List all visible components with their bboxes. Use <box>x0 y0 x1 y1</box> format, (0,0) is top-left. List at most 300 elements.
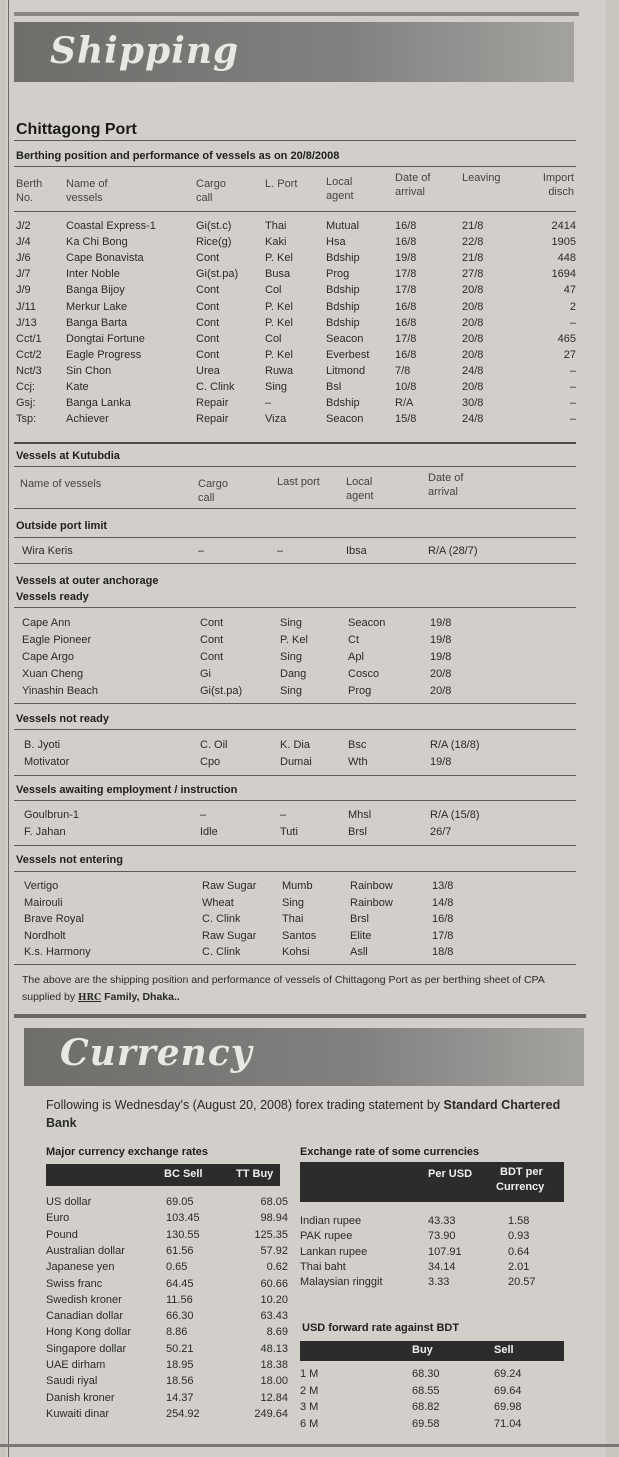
major-currency-name: Australian dollar <box>46 1244 125 1257</box>
some-bdtper: 0.64 <box>508 1245 530 1258</box>
notentering-title: Vessels not entering <box>16 854 123 866</box>
kutubdia-header-agent: Local <box>346 476 373 488</box>
rule <box>14 508 576 509</box>
berthing-cell: Achiever <box>66 413 109 426</box>
header-name: vessels <box>66 192 103 204</box>
vessel-cell: B. Jyoti <box>24 739 61 751</box>
berthing-cell: J/4 <box>16 236 31 249</box>
some-currency-name: PAK rupee <box>300 1230 353 1243</box>
vessel-cell: 13/8 <box>432 880 454 892</box>
some-header-perusd: Per USD <box>428 1168 473 1180</box>
some-bdtper: 20.57 <box>508 1276 536 1289</box>
berthing-cell: – <box>569 397 576 410</box>
berthing-cell: Nct/3 <box>16 364 42 377</box>
berthing-cell: Seacon <box>326 332 364 345</box>
berthing-cell: Merkur Lake <box>66 300 128 313</box>
major-currency-name: Kuwaiti dinar <box>46 1407 109 1420</box>
berthing-cell: Hsa <box>326 236 346 249</box>
rule <box>14 211 576 212</box>
forward-sell: 69.64 <box>494 1384 522 1397</box>
vessel-cell: – <box>277 545 284 557</box>
berthing-title: Berthing position and performance of vessels as on 20/8/2008 <box>16 150 340 162</box>
vessel-cell: 20/8 <box>430 685 452 697</box>
berthing-cell: Gi(st.c) <box>196 220 232 232</box>
forward-term: 3 M <box>300 1401 319 1414</box>
berthing-cell: 21/8 <box>462 220 484 232</box>
vessel-cell: 26/7 <box>430 826 452 838</box>
left-column-rule <box>8 0 9 1457</box>
header-arrival: arrival <box>395 186 425 198</box>
vessel-cell: Sing <box>280 617 303 629</box>
berthing-cell: Bdship <box>326 397 360 410</box>
vessel-cell: R/A (15/8) <box>430 809 480 821</box>
berthing-cell: – <box>569 316 576 329</box>
major-currency-name: UAE dirham <box>46 1359 106 1371</box>
rule <box>14 442 576 444</box>
vessel-cell: Asll <box>350 946 368 958</box>
major-currency-name: Swedish kroner <box>46 1293 122 1306</box>
major-currency-name: Pound <box>46 1228 78 1241</box>
kutubdia-header-arrival: Date of <box>428 472 464 484</box>
berthing-cell: Dongtai Fortune <box>66 332 145 345</box>
intro-text: Following is Wednesday's (August 20, 2008) forex trading statement by <box>46 1098 441 1112</box>
header-import: disch <box>548 186 574 198</box>
berthing-cell: 20/8 <box>462 348 484 361</box>
major-ttbuy: 57.92 <box>260 1244 288 1257</box>
berthing-cell: Cont <box>196 300 220 313</box>
kutubdia-header-cargo: call <box>198 492 215 504</box>
vessel-cell: Sing <box>280 651 303 663</box>
major-ttbuy: 98.94 <box>260 1212 288 1225</box>
berthing-cell: Sing <box>265 381 288 393</box>
kutubdia-header-name: Name of vessels <box>20 478 102 490</box>
berthing-cell: Cont <box>196 332 220 345</box>
berthing-cell: J/6 <box>16 252 31 265</box>
major-ttbuy: 18.38 <box>260 1359 288 1371</box>
berthing-cell: Gsj: <box>16 397 36 410</box>
major-ttbuy: 60.66 <box>260 1277 288 1290</box>
vessel-cell: – <box>280 809 287 821</box>
vessel-cell: 14/8 <box>432 896 454 909</box>
header-leaving: Leaving <box>462 172 501 184</box>
rule <box>14 607 576 608</box>
major-bcsell: 8.86 <box>166 1326 188 1339</box>
forward-term: 6 M <box>300 1417 319 1430</box>
header-berth: No. <box>16 192 34 204</box>
berthing-cell: Everbest <box>326 348 370 361</box>
some-bdtper: 2.01 <box>508 1260 530 1273</box>
major-bcsell: 103.45 <box>166 1212 200 1225</box>
note-text: The above are the shipping position and performance of vessels of Chittagong Port as per berthing sheet of CPA supplied by <box>22 974 545 1003</box>
ready-title: Vessels ready <box>16 591 89 603</box>
berthing-cell: 7/8 <box>395 364 411 377</box>
berthing-cell: Sin Chon <box>66 364 112 377</box>
major-title: Major currency exchange rates <box>46 1146 209 1158</box>
major-bcsell: 18.95 <box>166 1359 194 1371</box>
forward-term: 1 M <box>300 1368 319 1380</box>
header-import: Import <box>542 172 574 184</box>
berthing-cell: C. Clink <box>196 381 235 393</box>
berthing-cell: Prog <box>326 268 350 281</box>
vessel-cell: Yinashin Beach <box>22 685 99 697</box>
vessel-cell: 18/8 <box>432 946 454 958</box>
berthing-cell: Col <box>265 284 282 297</box>
awaiting-title: Vessels awaiting employment / instruction <box>16 784 238 796</box>
berthing-cell: 465 <box>557 332 576 345</box>
vessel-cell: Xuan Cheng <box>22 668 84 680</box>
kutubdia-header-lastport: Last port <box>277 476 320 488</box>
major-ttbuy: 0.62 <box>266 1261 288 1274</box>
berthing-cell: Coastal Express-1 <box>66 220 156 232</box>
kutubdia-header-cargo: Cargo <box>198 478 228 490</box>
berthing-cell: Banga Bijoy <box>66 284 125 297</box>
vessel-cell: Prog <box>348 685 372 697</box>
major-bcsell: 69.05 <box>166 1196 194 1208</box>
berthing-cell: J/13 <box>16 316 37 329</box>
berthing-cell: Bdship <box>326 284 360 297</box>
berthing-cell: 27/8 <box>462 268 484 281</box>
rule <box>14 871 576 872</box>
vessel-cell: Bsc <box>348 739 367 751</box>
berthing-cell: 27 <box>563 348 576 361</box>
berthing-cell: Banga Barta <box>66 316 128 329</box>
berthing-cell: Bsl <box>326 381 342 393</box>
major-currency-name: Danish kroner <box>46 1391 115 1404</box>
some-currency-name: Lankan rupee <box>300 1245 368 1258</box>
header-agent: Local <box>326 176 353 188</box>
vessel-cell: Rainbow <box>350 880 393 892</box>
vessel-cell: Wira Keris <box>22 545 73 557</box>
major-ttbuy: 8.69 <box>266 1326 288 1339</box>
vessel-cell: 19/8 <box>430 756 452 768</box>
berthing-cell: Eagle Progress <box>66 348 142 361</box>
berthing-cell: 20/8 <box>462 316 484 329</box>
major-ttbuy: 125.35 <box>254 1228 288 1241</box>
some-header-bar <box>300 1162 564 1202</box>
major-header-ttbuy: TT Buy <box>236 1168 274 1180</box>
outside-title: Outside port limit <box>16 520 108 532</box>
berthing-cell: Col <box>265 332 282 345</box>
vessel-cell: Eagle Pioneer <box>22 634 92 646</box>
currency-intro <box>46 1096 576 1132</box>
forward-term: 2 M <box>300 1384 319 1397</box>
vessel-cell: Thai <box>282 913 304 925</box>
rule <box>14 729 576 730</box>
vessel-cell: Mhsl <box>348 809 372 821</box>
major-bcsell: 61.56 <box>166 1244 194 1257</box>
berthing-cell: 16/8 <box>395 348 417 361</box>
berthing-cell: 22/8 <box>462 236 484 249</box>
vessel-cell: Kohsi <box>282 946 310 958</box>
vessel-cell: Wheat <box>202 896 234 909</box>
forward-sell: 69.24 <box>494 1368 522 1380</box>
berthing-cell: P. Kel <box>265 252 293 265</box>
berthing-cell: 21/8 <box>462 252 484 265</box>
forward-buy: 69.58 <box>412 1417 440 1430</box>
berthing-cell: 17/8 <box>395 268 417 281</box>
some-currency-name: Malaysian ringgit <box>300 1276 383 1289</box>
berthing-cell: 16/8 <box>395 220 417 232</box>
major-ttbuy: 12.84 <box>260 1391 288 1404</box>
berthing-cell: Inter Noble <box>66 268 120 281</box>
berthing-cell: 15/8 <box>395 413 417 426</box>
berthing-cell: Litmond <box>326 364 366 377</box>
major-bcsell: 11.56 <box>166 1293 193 1306</box>
berthing-cell: 17/8 <box>395 284 417 297</box>
major-bcsell: 14.37 <box>166 1391 194 1404</box>
vessel-cell: Idle <box>200 826 218 838</box>
berthing-cell: 20/8 <box>462 332 484 345</box>
rule <box>14 1014 586 1018</box>
some-perusd: 3.33 <box>428 1276 450 1289</box>
vessel-cell: 17/8 <box>432 929 454 942</box>
major-bcsell: 130.55 <box>166 1228 200 1241</box>
rule <box>14 563 576 564</box>
berthing-cell: 16/8 <box>395 236 417 249</box>
berthing-cell: Banga Lanka <box>66 397 131 410</box>
vessel-cell: Raw Sugar <box>202 929 257 942</box>
berthing-cell: – <box>265 397 272 410</box>
vessel-cell: Cpo <box>200 756 221 768</box>
berthing-cell: Cct/2 <box>16 348 42 361</box>
vessel-cell: Dang <box>280 668 307 680</box>
some-bdtper: 1.58 <box>508 1215 530 1227</box>
berthing-cell: Repair <box>196 397 229 410</box>
vessel-cell: Apl <box>348 651 364 663</box>
vessel-cell: Cont <box>200 617 224 629</box>
rule <box>14 537 576 538</box>
vessel-cell: Nordholt <box>24 929 66 942</box>
forward-header-buy: Buy <box>412 1344 433 1356</box>
kutubdia-title: Vessels at Kutubdia <box>16 450 120 462</box>
berthing-cell: 47 <box>563 284 576 297</box>
header-lport: L. Port <box>265 178 298 190</box>
berthing-cell: P. Kel <box>265 348 293 361</box>
port-title: Chittagong Port <box>16 121 137 138</box>
vessel-cell: 19/8 <box>430 617 452 629</box>
berthing-cell: 1694 <box>551 268 576 281</box>
berthing-cell: 30/8 <box>462 397 484 410</box>
berthing-cell: Bdship <box>326 316 360 329</box>
major-bcsell: 50.21 <box>166 1342 194 1355</box>
berthing-cell: 2414 <box>551 220 576 232</box>
major-ttbuy: 18.00 <box>260 1375 288 1388</box>
some-perusd: 107.91 <box>428 1245 462 1258</box>
forward-title: USD forward rate against BDT <box>302 1322 460 1334</box>
rule <box>14 845 576 846</box>
vessel-cell: Brsl <box>348 826 367 838</box>
vessel-cell: Seacon <box>348 617 386 629</box>
outer-title: Vessels at outer anchorage <box>16 575 159 587</box>
vessel-cell: K. Dia <box>280 739 310 751</box>
berthing-cell: 16/8 <box>395 300 417 313</box>
some-perusd: 73.90 <box>428 1230 456 1243</box>
major-header-bcsell: BC Sell <box>164 1168 203 1180</box>
berthing-cell: 17/8 <box>395 332 417 345</box>
vessel-cell: 19/8 <box>430 651 452 663</box>
vessel-cell: 16/8 <box>432 913 454 925</box>
berthing-cell: 19/8 <box>395 252 417 265</box>
kutubdia-header-agent: agent <box>346 490 374 502</box>
berthing-cell: 10/8 <box>395 381 417 393</box>
berthing-cell: – <box>569 364 576 377</box>
berthing-cell: J/9 <box>16 284 31 297</box>
berthing-cell: 16/8 <box>395 316 417 329</box>
vessel-cell: Ct <box>348 634 359 646</box>
major-currency-name: Saudi riyal <box>46 1375 98 1388</box>
berthing-cell: Thai <box>265 220 287 232</box>
berthing-cell: Cont <box>196 284 220 297</box>
shipping-banner-title: Shipping <box>50 30 240 72</box>
berthing-cell: J/7 <box>16 268 31 281</box>
berthing-cell: Rice(g) <box>196 236 232 249</box>
major-header-bar <box>46 1164 280 1186</box>
note-bold: Family, Dhaka.. <box>104 991 180 1003</box>
vessel-cell: Goulbrun-1 <box>24 809 80 821</box>
vessel-cell: Cape Argo <box>22 651 74 663</box>
vessel-cell: Cosco <box>348 668 380 680</box>
vessel-cell: Santos <box>282 929 317 942</box>
berthing-cell: Bdship <box>326 252 360 265</box>
header-cargo: call <box>196 192 213 204</box>
berthing-cell: Seacon <box>326 413 364 426</box>
some-bdtper: 0.93 <box>508 1230 530 1243</box>
vessel-cell: – <box>200 809 207 821</box>
berthing-cell: Cct/1 <box>16 332 42 345</box>
major-ttbuy: 68.05 <box>260 1196 288 1208</box>
major-bcsell: 66.30 <box>166 1310 194 1323</box>
forward-buy: 68.82 <box>412 1401 440 1414</box>
vessel-cell: Brsl <box>350 913 369 925</box>
vessel-cell: R/A (18/8) <box>430 739 480 751</box>
major-currency-name: Singapore dollar <box>46 1342 127 1355</box>
berthing-cell: R/A <box>395 397 414 410</box>
some-currency-name: Thai baht <box>300 1260 346 1273</box>
berthing-cell: Kaki <box>265 236 287 249</box>
some-header-currency: Currency <box>496 1181 545 1193</box>
berthing-cell: 1905 <box>551 236 576 249</box>
berthing-cell: P. Kel <box>265 316 293 329</box>
berthing-cell: 20/8 <box>462 300 484 313</box>
some-title: Exchange rate of some currencies <box>300 1146 480 1158</box>
berthing-cell: Cont <box>196 316 220 329</box>
forward-buy: 68.30 <box>412 1368 440 1380</box>
berthing-cell: Cont <box>196 252 220 265</box>
berthing-cell: Bdship <box>326 300 360 313</box>
major-ttbuy: 63.43 <box>260 1310 288 1323</box>
vessel-cell: – <box>198 545 205 557</box>
vessel-cell: Wth <box>348 756 368 768</box>
vessel-cell: P. Kel <box>280 634 308 646</box>
major-bcsell: 254.92 <box>166 1407 200 1420</box>
vessel-cell: Mumb <box>282 880 313 892</box>
intro-bank: Standard Chartered Bank <box>46 1098 561 1130</box>
forward-buy: 68.55 <box>412 1384 440 1397</box>
vessel-cell: Cape Ann <box>22 617 71 629</box>
berthing-cell: Urea <box>196 364 220 377</box>
berthing-cell: – <box>569 413 576 426</box>
major-ttbuy: 249.64 <box>254 1407 288 1420</box>
berthing-cell: Ruwa <box>265 364 294 377</box>
major-currency-name: Canadian dollar <box>46 1310 124 1323</box>
header-name: Name of <box>66 178 108 190</box>
berthing-cell: Cont <box>196 348 220 361</box>
currency-banner-title: Currency <box>60 1032 253 1074</box>
vessel-cell: Brave Royal <box>24 913 84 925</box>
berthing-cell: Gi(st.pa) <box>196 268 239 281</box>
notready-title: Vessels not ready <box>16 713 109 725</box>
vessel-cell: 19/8 <box>430 634 452 646</box>
berthing-cell: 24/8 <box>462 364 484 377</box>
rule <box>14 466 576 467</box>
rule <box>14 775 576 776</box>
some-perusd: 43.33 <box>428 1215 456 1227</box>
vessel-cell: Cont <box>200 634 224 646</box>
bottom-rule <box>0 1444 619 1447</box>
vessel-cell: 20/8 <box>430 668 452 680</box>
vessel-cell: Raw Sugar <box>202 880 257 892</box>
forward-sell: 71.04 <box>494 1417 522 1430</box>
header-arrival: Date of <box>395 172 431 184</box>
shipping-banner <box>14 22 574 82</box>
berthing-cell: Mutual <box>326 220 360 232</box>
shipping-note <box>22 972 582 1007</box>
major-bcsell: 0.65 <box>166 1261 188 1274</box>
major-currency-name: Euro <box>46 1212 70 1225</box>
rule <box>14 964 576 965</box>
major-bcsell: 18.56 <box>166 1375 194 1388</box>
vessel-cell: C. Oil <box>200 739 228 751</box>
vessel-cell: Gi(st.pa) <box>200 685 243 697</box>
berthing-cell: Tsp: <box>16 413 37 426</box>
berthing-cell: Ccj: <box>16 381 35 393</box>
vessel-cell: Motivator <box>24 756 70 768</box>
berthing-cell: Viza <box>265 413 287 426</box>
vessel-cell: Dumai <box>280 756 312 768</box>
berthing-cell: Repair <box>196 413 229 426</box>
berthing-cell: 2 <box>569 300 576 313</box>
rule <box>14 800 576 801</box>
vessel-cell: Gi <box>200 668 211 680</box>
berthing-cell: – <box>569 381 576 393</box>
berthing-cell: J/2 <box>16 220 31 232</box>
vessel-cell: C. Clink <box>202 913 241 925</box>
vessel-cell: Ibsa <box>346 545 367 557</box>
kutubdia-header-arrival: arrival <box>428 486 458 498</box>
currency-banner <box>24 1028 584 1086</box>
some-header-bdtper: BDT per <box>500 1166 543 1178</box>
some-currency-name: Indian rupee <box>300 1215 362 1227</box>
berthing-cell: 20/8 <box>462 284 484 297</box>
berthing-cell: 24/8 <box>462 413 484 426</box>
vessel-cell: F. Jahan <box>24 826 66 838</box>
vessel-cell: Mairouli <box>24 896 63 909</box>
major-currency-name: US dollar <box>46 1196 92 1208</box>
berthing-cell: Kate <box>66 381 89 393</box>
vessel-cell: Rainbow <box>350 896 393 909</box>
forward-header-bar <box>300 1341 564 1361</box>
hrc-logo: HRC <box>78 993 102 1003</box>
berthing-cell: Ka Chi Bong <box>66 236 128 249</box>
rule <box>14 703 576 704</box>
rule <box>14 166 576 167</box>
major-ttbuy: 10.20 <box>260 1293 288 1306</box>
major-currency-name: Swiss franc <box>46 1277 103 1290</box>
major-bcsell: 64.45 <box>166 1277 194 1290</box>
vessel-cell: K.s. Harmony <box>24 946 91 958</box>
berthing-cell: 448 <box>557 252 576 265</box>
berthing-cell: Busa <box>265 268 291 281</box>
